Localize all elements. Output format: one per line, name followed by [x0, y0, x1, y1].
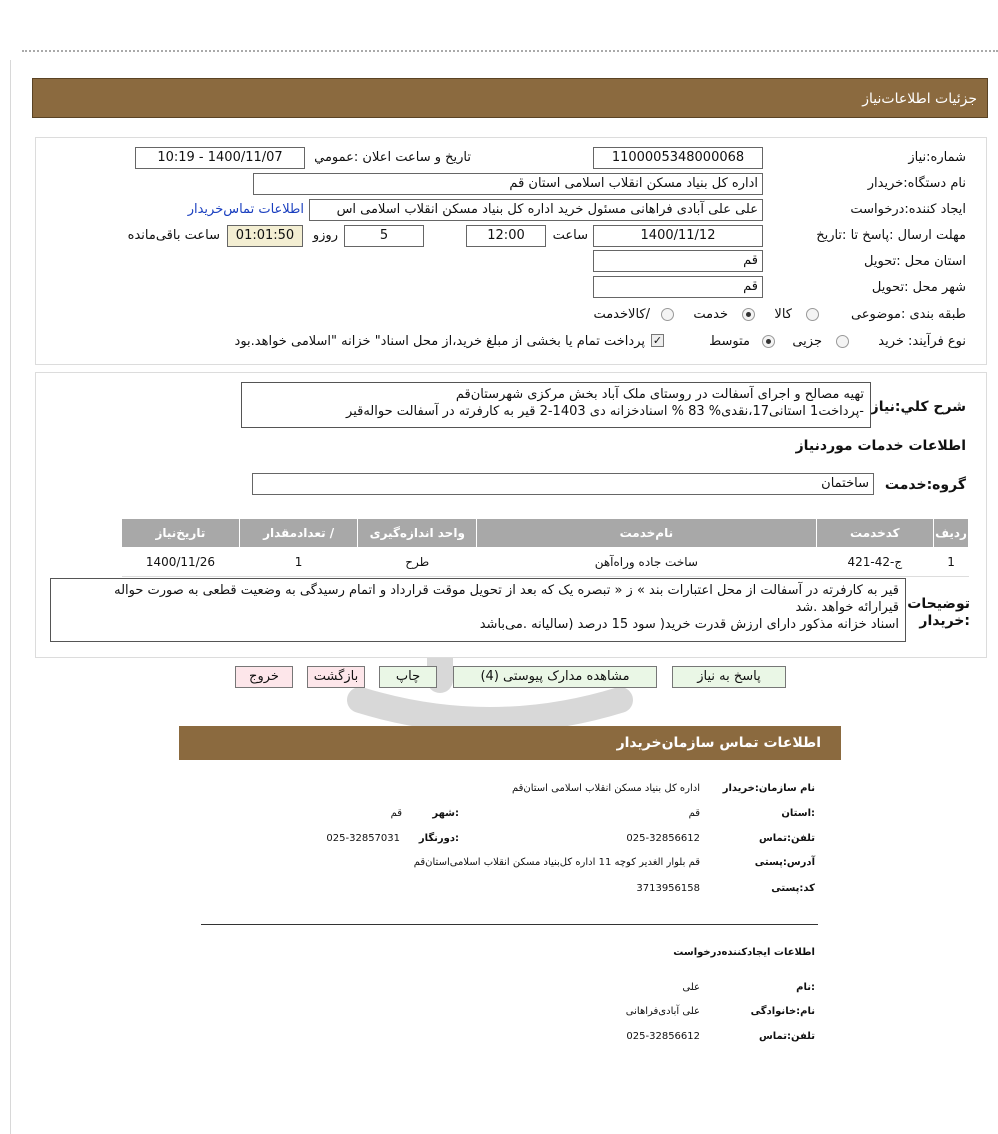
col-name: نام‌خدمت	[477, 519, 817, 548]
creator-label: ایجاد کننده:درخواست	[850, 202, 966, 217]
deadline-time-label: ساعت	[552, 228, 588, 243]
process-partial-label: جزیی	[792, 334, 822, 349]
contact-org-label: نام سازمان:خریدار	[722, 783, 815, 794]
process-medium-label: متوسط	[709, 334, 750, 349]
remaining-time-field: 01:01:50	[227, 225, 303, 247]
creator-name-label: :نام	[796, 982, 815, 993]
page-header	[32, 78, 988, 118]
remaining-label: ساعت باقی‌مانده	[127, 228, 220, 243]
cell-code: ج-42-421	[816, 548, 933, 577]
need-number-label: شماره:نیاز	[908, 150, 966, 165]
contact-header	[179, 726, 841, 760]
province-label: استان محل :تحویل	[864, 254, 966, 269]
creator-field: علی علی آبادی فراهانی مسئول خرید اداره کل بنیاد مسکن انقلاب اسلامی اس	[309, 199, 763, 221]
col-row: ردیف	[934, 519, 969, 548]
cell-qty: 1	[239, 548, 358, 577]
deadline-label: مهلت ارسال :پاسخ تا :تاریخ	[816, 228, 966, 243]
process-label: نوع فرآیند: خرید	[878, 334, 966, 349]
buyer-notes-label-2: :خریدار	[919, 613, 970, 629]
treasury-note: پرداخت تمام یا بخشی از مبلغ خرید،از محل اسناد" خزانه "اسلامی خواهد.بود	[234, 334, 645, 349]
summary-label: شرح کلي:نیاز	[870, 399, 966, 415]
contact-address-label: آدرس:پستی	[754, 857, 815, 868]
buyer-org-field: اداره کل بنیاد مسکن انقلاب اسلامی استان قم	[253, 173, 763, 195]
category-goods-service-label: /کالاخدمت	[593, 307, 650, 322]
table-row	[122, 548, 969, 577]
left-border	[10, 60, 11, 1134]
contact-address: قم بلوار الغدیر کوچه 11 اداره کل‌بنیاد مسکن انقلاب اسلامی‌استان‌قم	[413, 857, 700, 868]
category-goods-radio[interactable]	[806, 308, 819, 321]
creator-info-title: اطلاعات ایجادکننده‌درخواست	[673, 947, 815, 958]
contact-fax-label: :دورنگار	[418, 833, 459, 844]
creator-phone: 025-32856612	[626, 1031, 700, 1042]
contact-phone: 025-32856612	[626, 833, 700, 844]
contact-phone-label: تلفن:تماس	[758, 833, 815, 844]
cell-date: 1400/11/26	[122, 548, 240, 577]
top-divider	[22, 50, 998, 52]
creator-family-label: نام:خانوادگی	[750, 1006, 815, 1017]
back-button[interactable]: بازگشت	[307, 666, 365, 688]
summary-line-2: -پرداخت1 استانی17،نقدی% 83 % اسنادخزانه دی 1403-2 قیر به کارفرته در آسفالت حواله‌قیر	[346, 404, 864, 419]
service-group-label: گروه:خدمت	[884, 477, 966, 493]
view-documents-button[interactable]: مشاهده مدارک پیوستی (4)	[453, 666, 657, 688]
buyer-notes-box	[50, 578, 906, 642]
need-info-panel	[35, 137, 987, 365]
cell-row: 1	[934, 548, 969, 577]
buyer-notes-line-2: قیرارائه خواهد .شد	[795, 600, 899, 615]
city-label: شهر محل :تحویل	[871, 280, 966, 295]
creator-family: علی آبادی‌فراهانی	[625, 1006, 700, 1017]
category-goods-label: کالا	[774, 307, 792, 322]
summary-line-1: تهیه مصالح و اجرای آسفالت در روستای ملک آباد بخش مرکزی شهرستان‌قم	[455, 387, 864, 402]
buyer-notes-label	[907, 596, 970, 630]
service-group-field: ساختمان	[252, 473, 874, 495]
col-unit: واحد اندازه‌گیری	[358, 519, 477, 548]
days-field: 5	[344, 225, 424, 247]
buyer-contact-link[interactable]: اطلاعات تماس‌خریدار	[187, 202, 304, 217]
process-medium-radio[interactable]	[762, 335, 775, 348]
treasury-checkbox[interactable]: ✓	[652, 334, 663, 347]
province-field: قم	[593, 250, 763, 272]
contact-title: اطلاعات تماس سازمان‌خریدار	[616, 735, 821, 751]
services-title: اطلاعات خدمات موردنیاز	[795, 438, 966, 454]
services-table-header	[122, 519, 969, 548]
exit-button[interactable]: خروج	[235, 666, 293, 688]
col-qty: / تعدادمقدار	[239, 519, 358, 548]
contact-postal: 3713956158	[636, 883, 700, 894]
days-label: روزو	[312, 228, 338, 243]
deadline-time-field: 12:00	[466, 225, 546, 247]
cell-name: ساخت جاده وراه‌آهن	[477, 548, 817, 577]
deadline-date-field: 1400/11/12	[593, 225, 763, 247]
buyer-org-label: نام دستگاه:خریدار	[867, 176, 966, 191]
services-table	[121, 518, 969, 577]
announce-label: تاریخ و ساعت اعلان :عمومي	[314, 150, 471, 165]
contact-org: اداره کل بنیاد مسکن انقلاب اسلامی استان‌قم	[511, 783, 700, 794]
col-code: کدخدمت	[816, 519, 933, 548]
reply-button[interactable]: پاسخ به نیاز	[672, 666, 786, 688]
creator-phone-label: تلفن:تماس	[758, 1031, 815, 1042]
contact-divider	[201, 924, 818, 925]
contact-province-label: :استان	[781, 808, 815, 819]
creator-name: علی	[682, 982, 700, 993]
contact-province: قم	[688, 808, 700, 819]
buyer-notes-line-3: اسناد خزانه مذکور دارای ارزش قدرت خرید( سود 15 درصد (سالیانه .می‌باشد	[479, 617, 899, 632]
col-date: تاریخ‌نیاز	[122, 519, 240, 548]
city-field: قم	[593, 276, 763, 298]
process-partial-radio[interactable]	[836, 335, 849, 348]
buyer-notes-line-1: قیر به کارفرته در آسفالت از محل اعتبارات بند » ز « تبصره یک که بعد از تحویل موقت قرارداد و اتمام رسیدگی به وضعیت قطعی به صورت حواله	[114, 583, 899, 598]
need-number-field: 1100005348000068	[593, 147, 763, 169]
contact-city: قم	[390, 808, 402, 819]
summary-box	[241, 382, 871, 428]
category-label: طبقه بندی :موضوعی	[850, 307, 966, 322]
buyer-notes-label-1: توضیحات	[907, 596, 970, 612]
page-title: جزئیات اطلاعات‌نیاز	[862, 91, 977, 107]
contact-city-label: :شهر	[432, 808, 459, 819]
category-goods-service-radio[interactable]	[661, 308, 674, 321]
contact-fax: 025-32857031	[326, 833, 400, 844]
category-service-radio[interactable]	[742, 308, 755, 321]
cell-unit: طرح	[358, 548, 477, 577]
category-service-label: خدمت	[693, 307, 728, 322]
announce-field: 1400/11/07 - 10:19	[135, 147, 305, 169]
print-button[interactable]: چاپ	[379, 666, 437, 688]
contact-postal-label: کد:پستی	[771, 883, 815, 894]
